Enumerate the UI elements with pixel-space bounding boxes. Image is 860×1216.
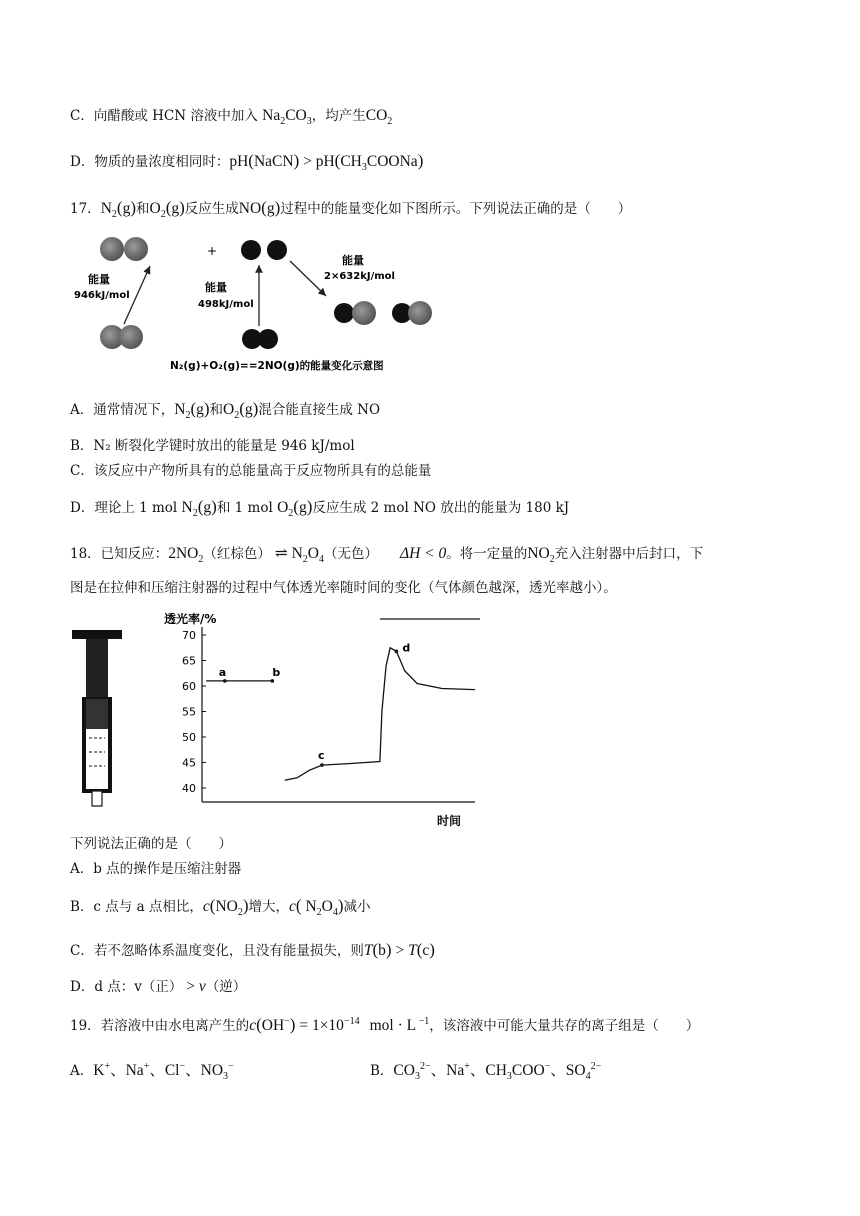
no-arrow	[290, 261, 326, 296]
y-tick-label: 40	[182, 782, 196, 795]
energy-diagram-caption: N₂(g)+O₂(g)==2NO(g)的能量变化示意图	[170, 360, 384, 372]
sep: 、	[110, 1062, 126, 1080]
q17-option-a	[70, 399, 380, 426]
point-c	[320, 763, 324, 767]
syringe-top-cap	[72, 630, 122, 639]
q18-option-b	[70, 896, 371, 923]
transmittance-chart	[150, 613, 490, 828]
q17-react: 反应生成	[184, 201, 239, 217]
q19-stem	[70, 1012, 699, 1036]
q18-ask: 下列说法正确的是（ ）	[70, 836, 232, 852]
rate-compare: > v	[182, 978, 206, 995]
ph-compare: pH(NaCN) > $pH(CH_3COONa)$	[229, 151, 424, 174]
point-d	[395, 650, 399, 654]
q19b-ions: $CO_3^{2-}$、Na+、$CH_3COO^-$、$SO_4^{2-}$	[393, 1061, 602, 1083]
q16d-text: D．物质的量浓度相同时：	[70, 154, 230, 170]
n-atom-top-1	[100, 237, 124, 261]
point-label-b: b	[272, 665, 281, 679]
q19b-label: B．	[370, 1063, 394, 1080]
o-atom-top-2	[267, 240, 287, 260]
q16c-text: C．向醋酸或 HCN 溶液中加入	[70, 108, 263, 124]
q17-option-c: C．该反应中产物所具有的总能量高于反应物所具有的总能量	[70, 463, 432, 479]
unit-text: mol · L	[369, 1017, 417, 1035]
y-tick-label: 55	[182, 705, 196, 719]
q18-stem	[70, 544, 703, 570]
syringe-nozzle	[92, 791, 102, 806]
sep: 、	[185, 1062, 201, 1080]
q17-option-b: B．N₂ 断裂化学键时放出的能量是 946 kJ/mol	[70, 438, 355, 454]
t-compare: T(b) > T(c)	[363, 940, 435, 959]
sep: 、	[469, 1062, 486, 1080]
q18-number: 18．已知反应：	[70, 546, 169, 562]
n2-molecule-atom-2	[119, 325, 143, 349]
energy-value-mid: 498kJ/mol	[198, 299, 254, 310]
syringe-plunger	[86, 639, 108, 699]
energy-label-mid: 能量	[205, 281, 227, 294]
q18-red: （红棕色）	[203, 546, 271, 562]
q18-option-d	[70, 977, 246, 997]
no-molecule-1-n	[352, 301, 376, 325]
q16c-mid: ，均产生	[311, 108, 366, 124]
co2-formula: $CO_2$	[365, 107, 393, 128]
q17a-and: 和	[209, 402, 224, 418]
q18-post: 充入注射器中后封口，下	[554, 546, 704, 562]
point-label-a: a	[218, 665, 227, 679]
y-tick-label: 45	[182, 756, 196, 770]
chart-points	[219, 641, 411, 767]
equilibrium-arrow: ⇌	[270, 545, 292, 562]
y-tick-label: 50	[182, 731, 196, 744]
q17-post: 过程中的能量变化如下图所示。下列说法正确的是（ ）	[280, 201, 632, 217]
y-tick-label: 70	[182, 629, 196, 642]
no-molecule-1-o	[334, 303, 354, 323]
q16-option-d	[70, 151, 423, 178]
c-no2: $c(NO_2)$	[202, 896, 249, 919]
o2-molecule-atom-2	[258, 329, 278, 349]
no2: $NO_2$	[527, 545, 555, 566]
c-n2o4: c( $N_2O_4$)	[289, 896, 344, 919]
o2g: $O_2(g)$	[149, 198, 185, 221]
q18b-text: B．c 点与 a 点相比，	[70, 899, 203, 915]
q18c-text: C．若不忽略体系温度变化，且没有能量损失，则	[70, 943, 364, 959]
unit: mol · L $^{-1}$	[369, 1016, 430, 1035]
no2-2: $2NO_2$	[168, 545, 204, 566]
point-b	[271, 679, 275, 683]
series-line-2	[285, 648, 475, 781]
q18-option-c	[70, 940, 435, 961]
no-molecule-2-n	[408, 301, 432, 325]
q17d-n2g: $N_2(g)$	[181, 497, 217, 520]
q17a-n2g: $N_2(g)$	[174, 399, 210, 422]
q17-stem	[70, 198, 631, 225]
q17a-text: A．通常情况下，	[70, 402, 175, 418]
q18b-post: 减小	[343, 899, 371, 915]
q19-post: ，该溶液中可能大量共存的离子组是（ ）	[429, 1018, 700, 1035]
syringe-piston	[86, 699, 108, 729]
energy-value-left: 946kJ/mol	[74, 290, 130, 301]
y-axis-label: 透光率/%	[164, 613, 217, 626]
q19a-label: A．	[70, 1063, 94, 1080]
na2co3-formula: $Na_2CO_3$	[262, 107, 312, 128]
q19-text: 19．若溶液中由水电离产生的	[70, 1018, 250, 1035]
syringe-figure	[72, 630, 127, 810]
energy-label-left: 能量	[88, 273, 110, 286]
c-oh-expression: $c(OH^-) = 1\times 10^{-14}$	[249, 1015, 360, 1035]
chart-axes	[202, 627, 475, 802]
n2g: $N_2(g)$	[100, 198, 136, 221]
q18-mid: 。将一定量的	[446, 546, 528, 562]
n-atom-top-2	[124, 237, 148, 261]
q19-option-a	[70, 1057, 234, 1087]
q16-option-c	[70, 106, 392, 132]
q18d-text: D．d 点：v（正）	[70, 979, 183, 995]
q17d-text: D．理论上 1 mol	[70, 500, 182, 516]
q17-number: 17．	[70, 201, 101, 217]
o-atom-top-1	[241, 240, 261, 260]
y-tick-label: 65	[182, 654, 196, 668]
energy-value-right: 2×632kJ/mol	[324, 271, 395, 282]
point-label-c: c	[317, 749, 325, 763]
q19a-ions: K+、Na+、Cl−、$NO_3^-$	[93, 1061, 234, 1083]
sep: 、	[550, 1062, 566, 1080]
nog: NO(g)	[238, 198, 281, 217]
q17d-post: 反应生成 2 mol NO 放出的能量为 180 kJ	[312, 500, 570, 516]
q19-option-b	[370, 1057, 601, 1087]
q18-colorless: （无色）	[323, 546, 378, 562]
plus-sign: +	[207, 244, 218, 258]
q17-and: 和	[135, 201, 150, 217]
energy-diagram	[70, 228, 450, 376]
sep: 、	[430, 1062, 447, 1080]
q18-stem-line2: 图是在拉伸和压缩注射器的过程中气体透光率随时间的变化（气体颜色越深，透光率越小）。	[70, 580, 617, 596]
q17a-post: 混合能直接生成 NO	[258, 402, 381, 418]
delta-h: ΔH < 0	[399, 545, 447, 562]
point-label-d: d	[402, 641, 411, 655]
q18b-mid: 增大，	[248, 899, 290, 915]
q18d-post: （逆）	[205, 979, 247, 995]
chart-lines	[206, 648, 475, 781]
q18-option-a: A．b 点的操作是压缩注射器	[70, 861, 242, 877]
q17d-mid: 和 1 mol	[216, 500, 278, 516]
point-a	[223, 679, 227, 683]
q17a-o2g: $O_2(g)$	[223, 399, 259, 422]
n2o4: $N_2O_4$	[291, 545, 324, 566]
y-tick-label: 60	[182, 680, 196, 693]
sep: 、	[149, 1062, 165, 1080]
x-axis-label: 时间	[437, 814, 462, 828]
energy-label-right: 能量	[342, 254, 364, 267]
q17d-o2g: $O_2(g)$	[277, 497, 313, 520]
q17-option-d	[70, 497, 569, 524]
